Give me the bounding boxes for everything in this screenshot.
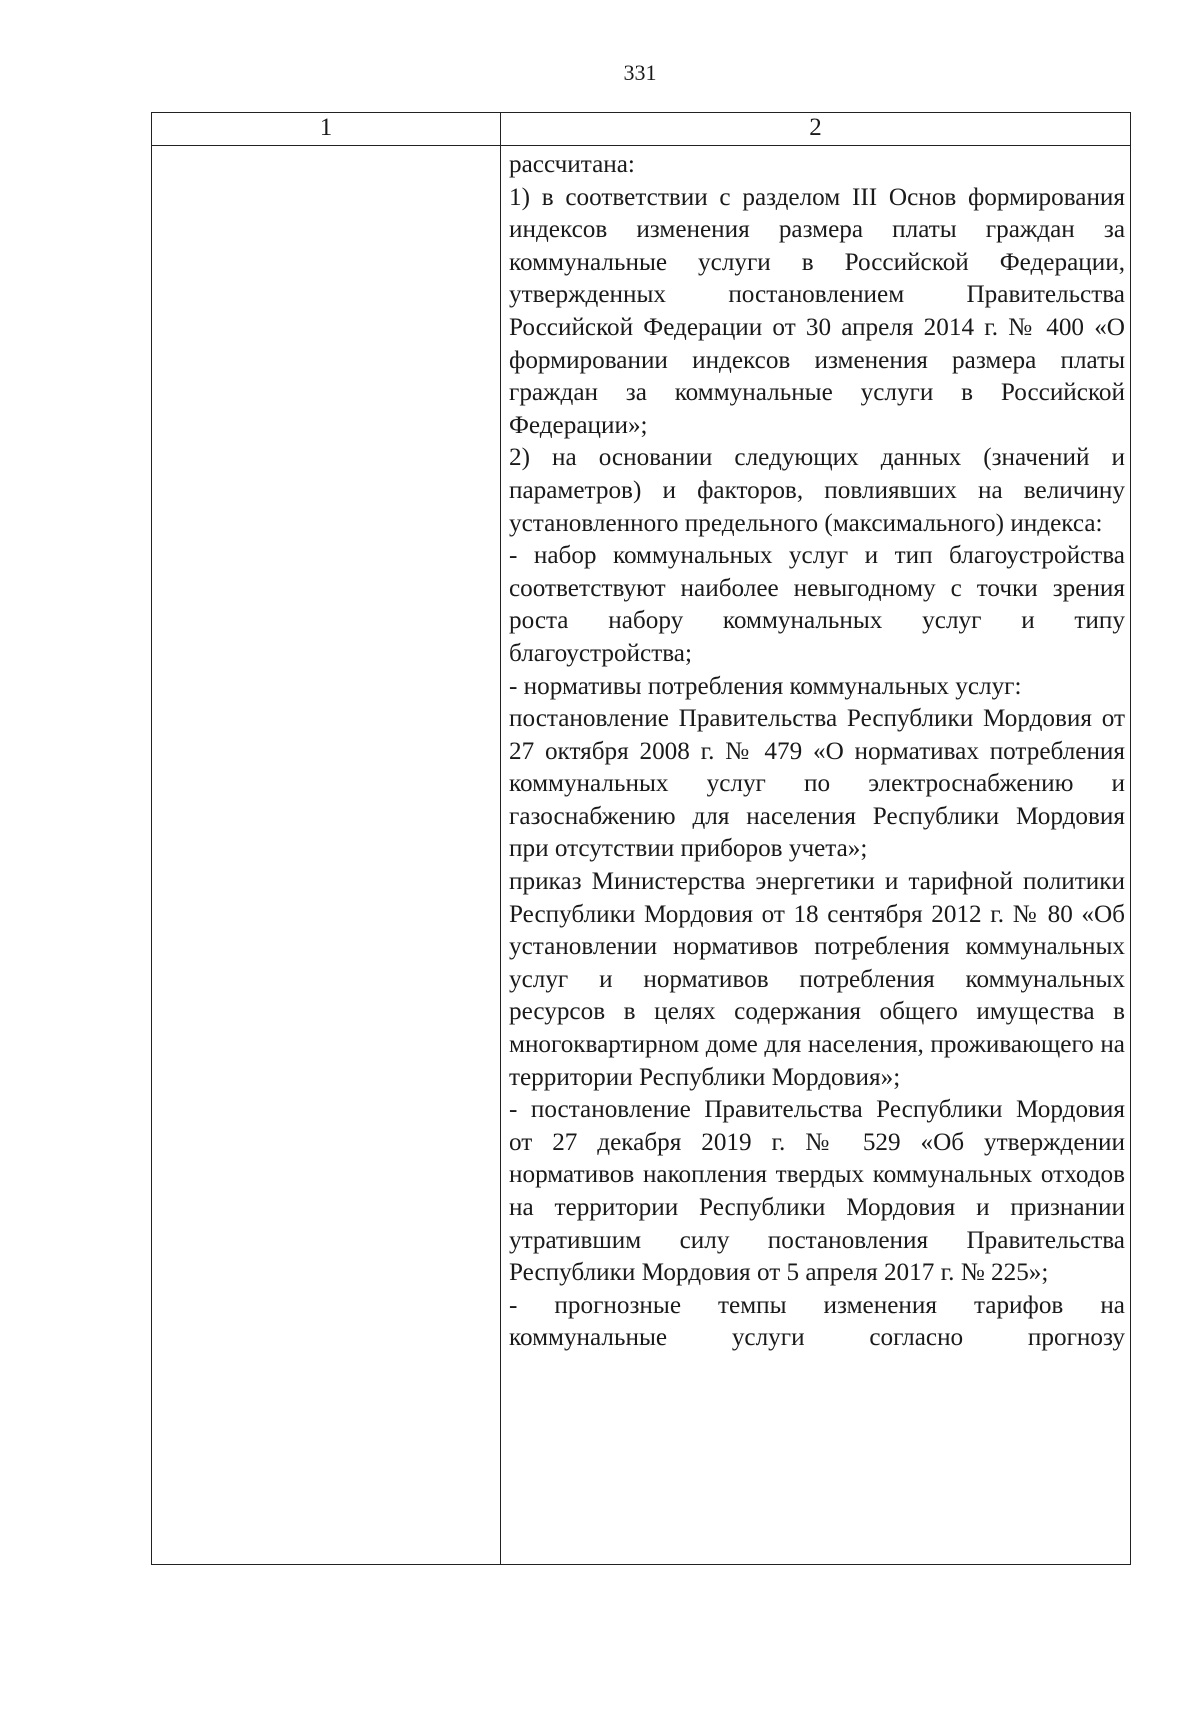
paragraph: 2) на основании следующих данных (значений и параметров) и факторов, повлиявших на величину установленного предельного (максимального) индекса: bbox=[509, 444, 1125, 537]
column-2-header: 2 bbox=[809, 114, 822, 141]
paragraph: - постановление Правительства Республики Мордовия от 27 декабря 2019 г. № 529 «Об утверждении нормативов накопления твердых коммунальных отходов на территории Республики Мордовия и признании утратившим силу постановления Правительства Республики Мордовия от 5 апреля 2017 г. № 225»; bbox=[509, 1096, 1125, 1287]
paragraph: - набор коммунальных услуг и тип благоустройства соответствуют наиболее невыгодному с точки зрения роста набору коммунальных услуг и типу благоустройства; bbox=[509, 542, 1125, 667]
column-1-header: 1 bbox=[319, 114, 333, 141]
paragraph: приказ Министерства энергетики и тарифной политики Республики Мордовия от 18 сентября 2012 г. № 80 «Об установлении нормативов потребления коммунальных услуг и нормативов потребления коммунальных ресурсов в целях содержания общего имущества в многоквартирном доме для населения, проживающего на территории Республики Мордовия»; bbox=[509, 868, 1125, 1091]
paragraph: рассчитана: bbox=[509, 151, 635, 178]
table-header-row bbox=[152, 113, 1130, 146]
paragraph: 1) в соответствии с разделом III Основ формирования индексов изменения размера платы граждан за коммунальные услуги в Российской Федерации, утвержденных постановлением Правительства Российской Федерации от 30 апреля 2014 г. № 400 «О формировании индексов изменения размера платы граждан за коммунальные услуги в Российской Федерации»; bbox=[509, 183, 1125, 439]
page-number: 331 bbox=[623, 60, 657, 85]
column-divider bbox=[500, 113, 501, 1564]
document-table bbox=[151, 112, 1131, 1565]
paragraph: - прогнозные темпы изменения тарифов на коммунальные услуги согласно прогнозу bbox=[509, 1291, 1125, 1352]
column-2-cell bbox=[509, 149, 1125, 1355]
paragraph: - нормативы потребления коммунальных услуг: bbox=[509, 672, 1022, 700]
paragraph: постановление Правительства Республики Мордовия от 27 октября 2008 г. № 479 «О нормативах потребления коммунальных услуг по электроснабжению и газоснабжению для населения Республики Мордовия при отсутствии приборов учета»; bbox=[509, 705, 1125, 863]
